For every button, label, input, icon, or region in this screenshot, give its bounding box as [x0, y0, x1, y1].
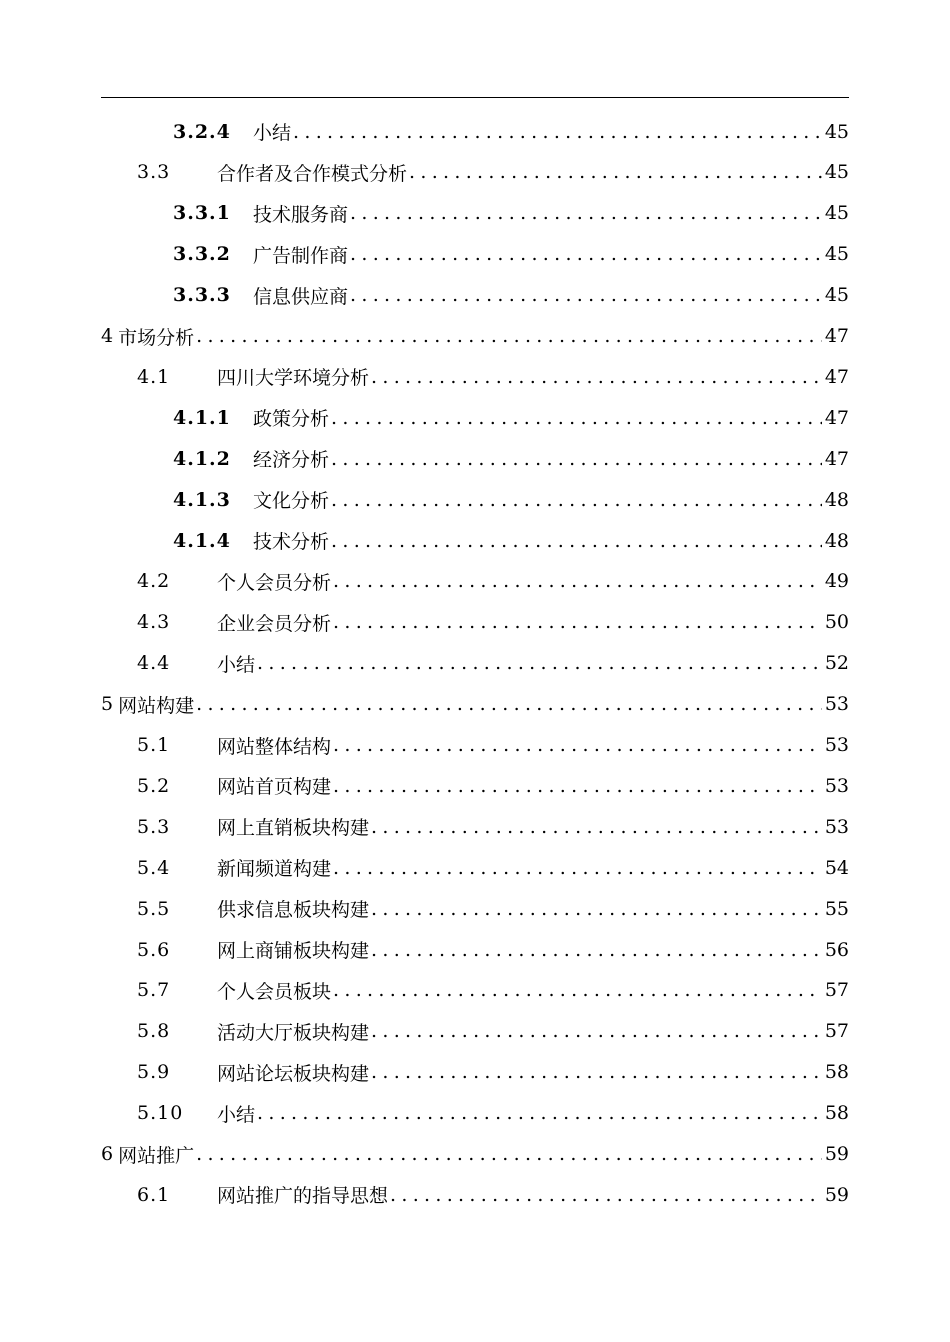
toc-entry-title: 供求信息板块构建 — [217, 899, 370, 922]
toc-entry-title: 个人会员板块 — [217, 980, 332, 1003]
dot-leader — [331, 407, 822, 429]
toc-entry-number: 5.8 — [137, 1020, 171, 1043]
toc-entry-page: 53 — [824, 734, 849, 756]
header-rule — [101, 97, 849, 98]
toc-entry-page: 47 — [824, 325, 849, 347]
toc-entry-title: 网上商铺板块构建 — [217, 940, 370, 962]
toc-entry-page: 53 — [824, 693, 849, 716]
toc-entry[interactable] — [137, 970, 849, 1011]
toc-entry-title: 活动大厅板块构建 — [217, 1021, 370, 1044]
dot-leader — [371, 366, 822, 388]
toc-entry-number: 4.4 — [137, 652, 171, 675]
toc-entry-number: 5.6 — [137, 938, 171, 961]
toc-entry-title: 网站首页构建 — [217, 776, 332, 799]
toc-entry-title: 网站推广 — [118, 1144, 195, 1167]
toc-entry-page: 52 — [824, 652, 849, 675]
toc-entry-title: 新闻频道构建 — [217, 858, 332, 881]
toc-entry-page: 56 — [824, 938, 849, 961]
toc-entry[interactable] — [173, 234, 849, 275]
toc-entry-title: 信息供应商 — [253, 285, 349, 308]
toc-entry-title: 企业会员分析 — [217, 612, 332, 635]
toc-entry-page: 58 — [824, 1102, 849, 1125]
toc-entry-number: 5.9 — [137, 1061, 171, 1084]
toc-entry-page: 48 — [824, 529, 849, 552]
toc-entry[interactable] — [173, 193, 849, 234]
toc-entry[interactable] — [101, 1134, 849, 1175]
toc-entry[interactable] — [137, 1093, 849, 1134]
toc-entry-number: 4.1.3 — [173, 488, 231, 511]
toc-entry-page: 50 — [824, 611, 849, 634]
toc-entry-page: 58 — [824, 1061, 849, 1084]
toc-entry[interactable] — [137, 806, 849, 847]
dot-leader — [333, 775, 822, 797]
toc-entry-page: 59 — [824, 1143, 849, 1165]
toc-entry-number: 6.1 — [137, 1183, 171, 1206]
toc-entry-page: 59 — [824, 1183, 849, 1206]
toc-entry[interactable] — [137, 888, 849, 929]
toc-entry-title: 市场分析 — [118, 326, 195, 349]
toc-entry-page: 45 — [824, 284, 849, 307]
toc-entry-number: 5 — [101, 693, 115, 716]
dot-leader — [196, 325, 822, 347]
toc-entry-page: 49 — [824, 570, 849, 593]
toc-entry[interactable] — [137, 1011, 849, 1052]
toc-entry[interactable] — [137, 1174, 849, 1215]
toc-entry-title: 小结 — [253, 122, 292, 144]
toc-entry[interactable] — [137, 929, 849, 970]
toc-entry-title: 网站构建 — [118, 694, 195, 717]
toc-entry-title: 四川大学环境分析 — [217, 367, 370, 390]
toc-entry-page: 57 — [824, 1020, 849, 1043]
toc-entry-title: 政策分析 — [253, 408, 330, 431]
toc-entry-page: 57 — [824, 979, 849, 1002]
dot-leader — [331, 489, 822, 511]
dot-leader — [350, 202, 822, 224]
dot-leader — [293, 121, 822, 143]
toc-entry[interactable] — [173, 111, 849, 152]
toc-entry-number: 4.2 — [137, 570, 171, 593]
dot-leader — [371, 816, 822, 838]
toc-entry-number: 5.4 — [137, 856, 171, 879]
toc-entry-title: 网站推广的指导思想 — [217, 1185, 389, 1208]
toc-entry-title: 文化分析 — [253, 490, 330, 513]
dot-leader — [409, 161, 822, 183]
toc-entry[interactable] — [137, 602, 849, 643]
toc-entry[interactable] — [137, 561, 849, 602]
toc-entry-title: 个人会员分析 — [217, 571, 332, 594]
toc-entry[interactable] — [101, 316, 849, 357]
toc-entry-number: 6 — [101, 1143, 115, 1165]
dot-leader — [333, 611, 822, 633]
toc-entry-number: 3.2.4 — [173, 120, 231, 143]
toc-entry[interactable] — [101, 684, 849, 725]
dot-leader — [371, 1020, 822, 1042]
toc-entry-number: 3.3.2 — [173, 243, 231, 266]
toc-entry-title: 网上直销板块构建 — [217, 817, 370, 840]
toc-entry-page: 47 — [824, 406, 849, 429]
dot-leader — [333, 734, 822, 756]
toc-entry[interactable] — [137, 765, 849, 806]
toc-entry-page: 45 — [824, 243, 849, 266]
toc-entry-number: 5.3 — [137, 815, 171, 838]
dot-leader — [350, 243, 822, 265]
toc-entry-number: 4.1.1 — [173, 406, 231, 429]
toc-entry[interactable] — [137, 725, 849, 766]
toc-entry-number: 4 — [101, 325, 115, 347]
dot-leader — [333, 979, 822, 1001]
toc-entry-page: 53 — [824, 774, 849, 797]
toc-entry[interactable] — [173, 479, 849, 520]
toc-entry-number: 5.7 — [137, 979, 171, 1002]
toc-entry-page: 48 — [824, 488, 849, 511]
dot-leader — [257, 652, 822, 674]
toc-entry-page: 47 — [824, 447, 849, 470]
toc-entry-title: 合作者及合作模式分析 — [217, 162, 408, 185]
toc-entry-number: 5.2 — [137, 774, 171, 797]
dot-leader — [331, 530, 822, 552]
toc-entry-title: 小结 — [217, 653, 256, 676]
dot-leader — [333, 570, 822, 592]
toc-entry-title: 技术分析 — [253, 531, 330, 553]
toc-entry-page: 54 — [824, 856, 849, 879]
toc-entry-title: 技术服务商 — [253, 203, 349, 226]
toc-entry-number: 4.1.4 — [173, 529, 231, 552]
toc-entry-page: 45 — [824, 120, 849, 143]
toc-entry[interactable] — [137, 643, 849, 684]
dot-leader — [371, 898, 822, 920]
dot-leader — [371, 939, 822, 961]
toc-entry-number: 5.1 — [137, 734, 171, 756]
toc-entry-number: 4.1 — [137, 365, 171, 388]
toc-entry-title: 广告制作商 — [253, 244, 349, 267]
toc-entry[interactable] — [137, 152, 849, 193]
toc-entry-page: 45 — [824, 202, 849, 225]
toc-entry-page: 45 — [824, 161, 849, 184]
toc-entry-number: 3.3.3 — [173, 284, 231, 307]
dot-leader — [350, 284, 822, 306]
toc-entry-number: 3.3 — [137, 161, 171, 184]
dot-leader — [196, 1143, 822, 1165]
toc-entry-number: 4.1.2 — [173, 447, 231, 470]
toc-entry[interactable] — [137, 356, 849, 397]
toc-entry-title: 经济分析 — [253, 449, 330, 472]
toc-entry-title: 小结 — [217, 1103, 256, 1126]
toc-entry[interactable] — [137, 847, 849, 888]
toc-entry-page: 47 — [824, 365, 849, 388]
dot-leader — [333, 857, 822, 879]
toc-entry-page: 53 — [824, 815, 849, 838]
dot-leader — [331, 448, 822, 470]
dot-leader — [390, 1184, 822, 1206]
toc-entry-number: 4.3 — [137, 611, 171, 634]
toc-entry[interactable] — [173, 438, 849, 479]
toc-entry-title: 网站论坛板块构建 — [217, 1062, 370, 1085]
toc-entry[interactable] — [137, 1052, 849, 1093]
toc-entry[interactable] — [173, 397, 849, 438]
toc-entry-title: 网站整体结构 — [217, 735, 332, 758]
dot-leader — [257, 1102, 822, 1124]
toc-entry[interactable] — [173, 520, 849, 561]
toc-entry-page: 55 — [824, 897, 849, 920]
dot-leader — [196, 693, 822, 715]
dot-leader — [371, 1061, 822, 1083]
toc-entry-number: 5.5 — [137, 897, 171, 920]
toc-entry[interactable] — [173, 275, 849, 316]
toc-entry-number: 3.3.1 — [173, 202, 231, 225]
toc-entry-number: 5.10 — [137, 1102, 184, 1125]
